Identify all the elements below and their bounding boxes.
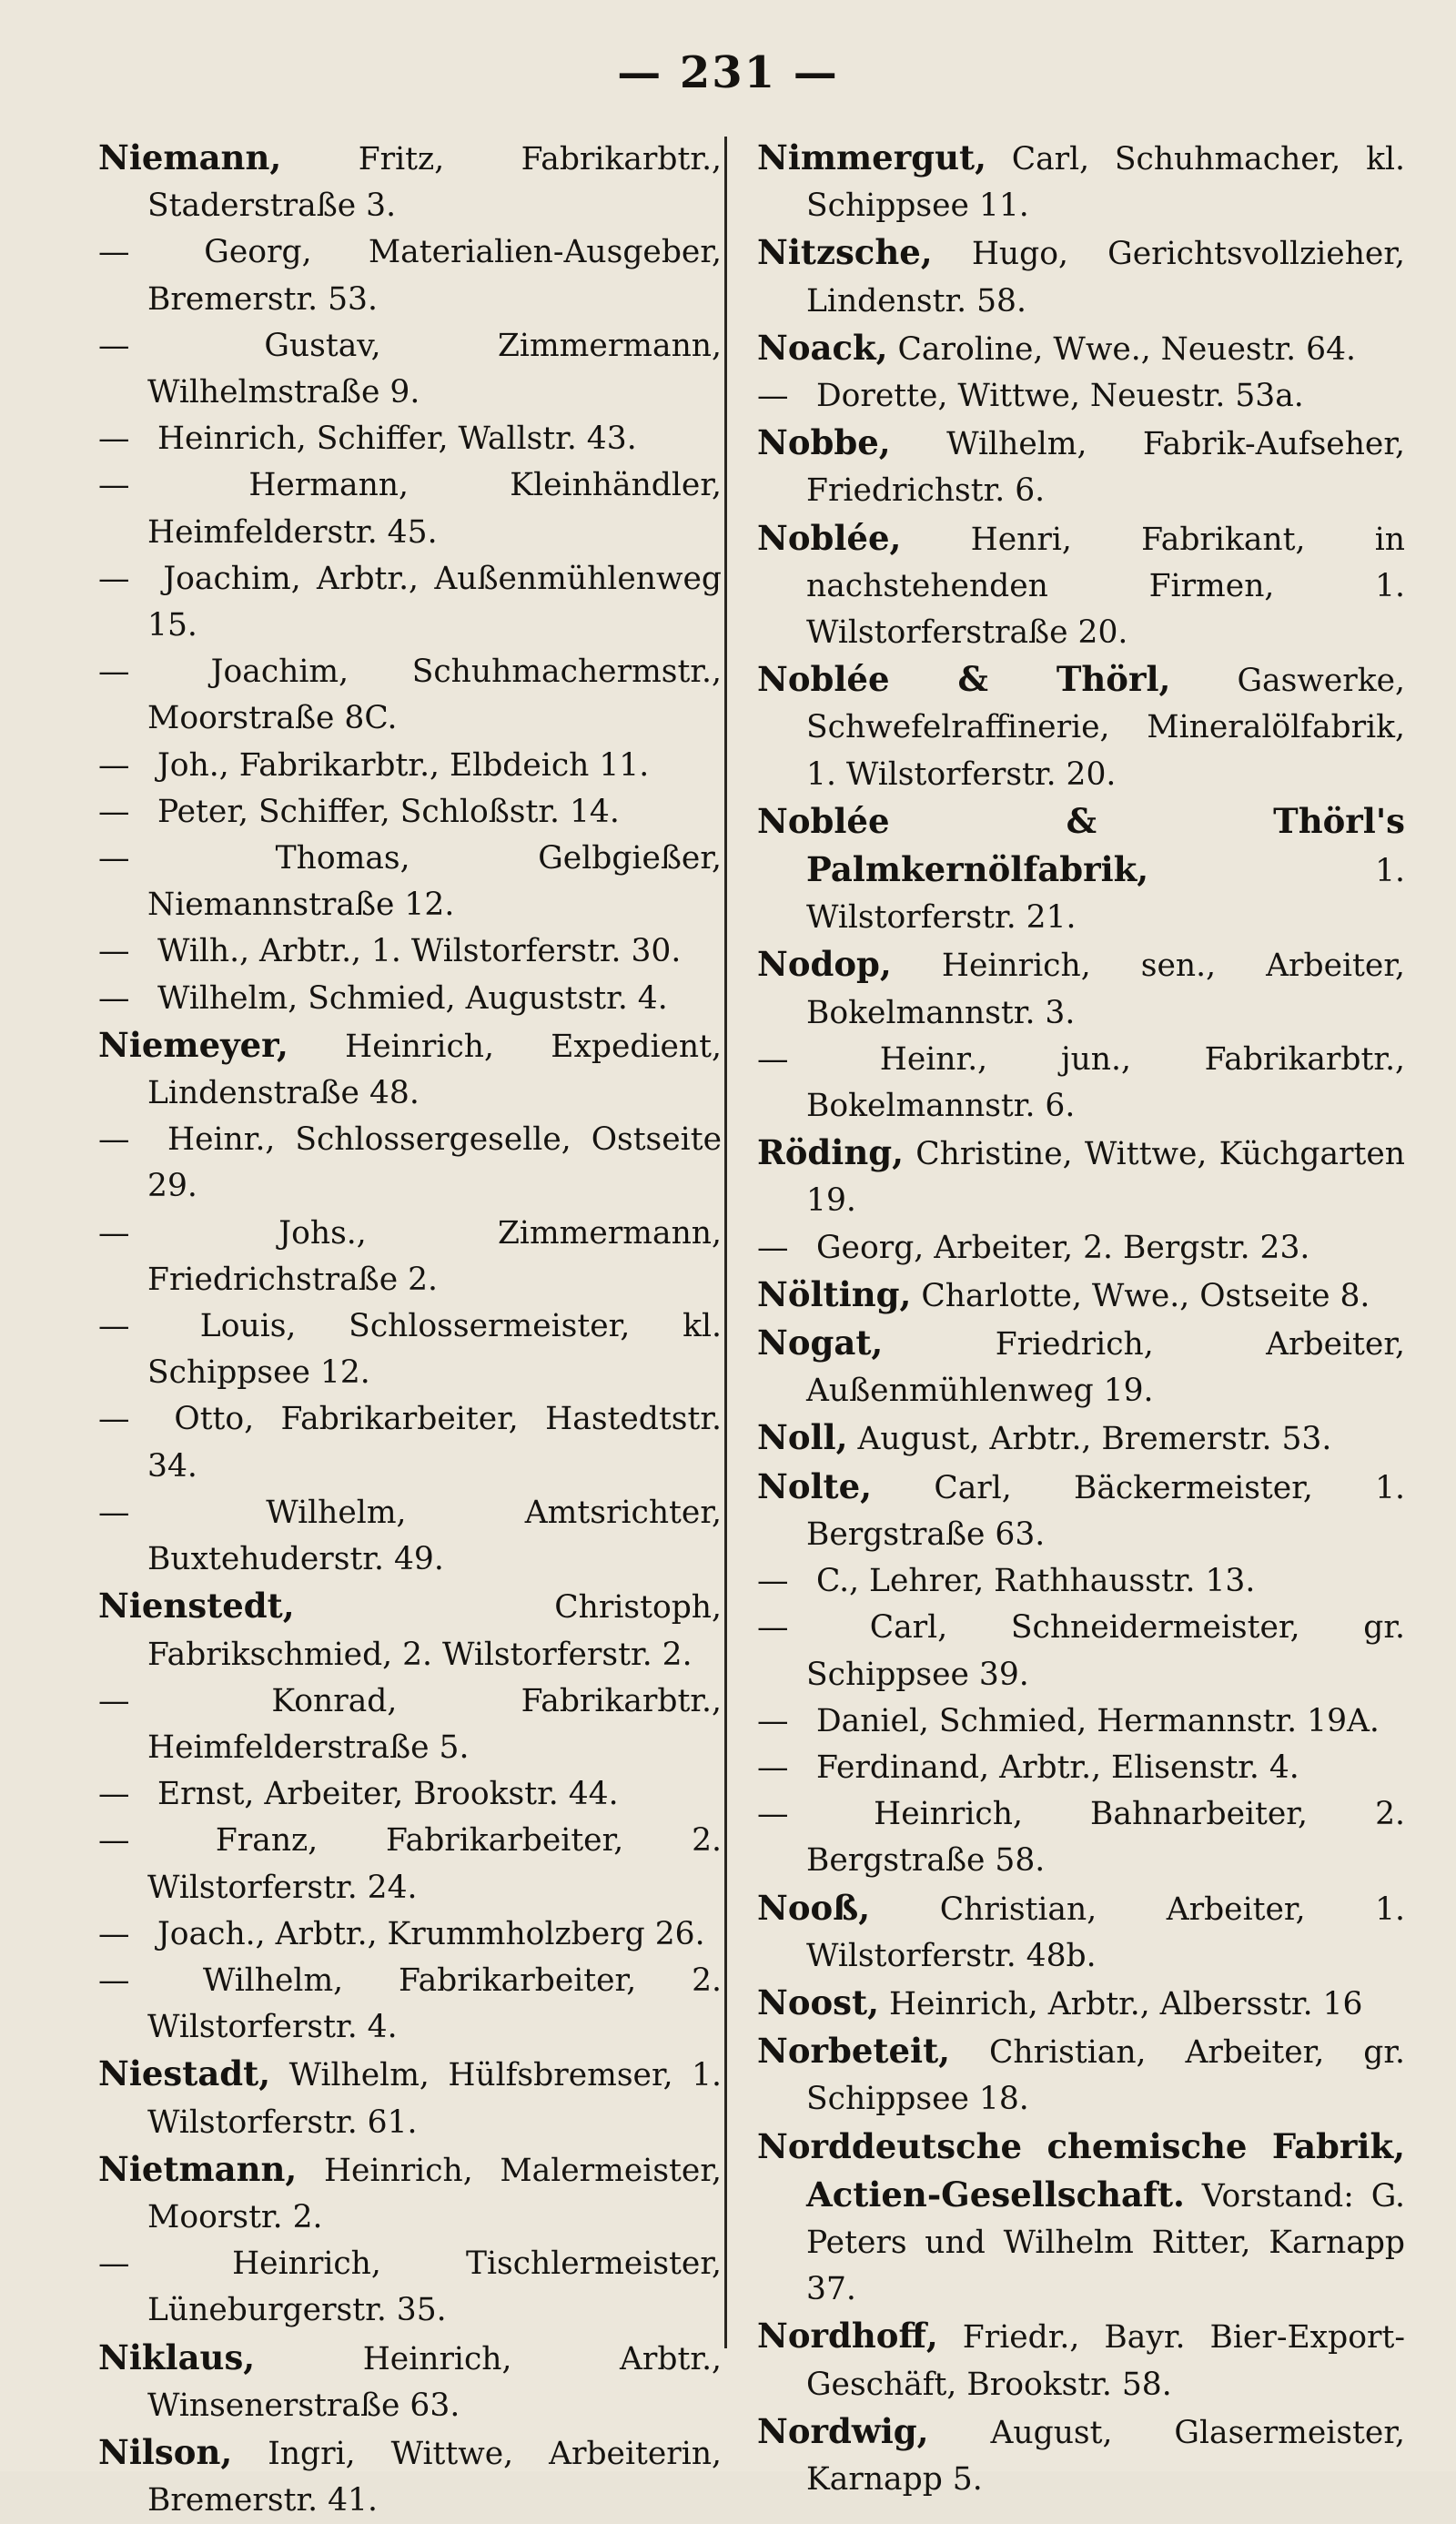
directory-entry [98, 462, 722, 555]
entry-details: Ferdinand, Arbtr., Elisenstr. 4. [815, 1749, 1299, 1786]
entry-dash: — [757, 378, 789, 415]
entry-dash: — [98, 654, 130, 691]
directory-entry [757, 2124, 1405, 2314]
directory-entry [98, 928, 722, 975]
entry-dash: — [98, 327, 130, 364]
directory-entry [757, 1320, 1405, 1414]
directory-entry [757, 229, 1405, 324]
entry-details: Hermann, Kleinhändler, Heimfelderstr. 45. [147, 467, 722, 551]
entry-details: Ingri, Wittwe, Arbeiterin, Bremerstr. 41. [147, 2435, 723, 2519]
entry-details: Carl, Schneidermeister, gr. Schippsee 39. [806, 1609, 1406, 1693]
directory-entry [757, 1464, 1405, 1558]
directory-entry [757, 1225, 1405, 1272]
directory-entry [98, 2051, 722, 2145]
entry-surname: Nimmergut, [757, 137, 986, 177]
entry-details: Joh., Fabrikarbtr., Elbdeich 11. [157, 746, 650, 784]
entry-details: Friedrich, Arbeiter, Außenmühlenweg 19. [806, 1326, 1405, 1410]
directory-entry [757, 1885, 1405, 1980]
directory-entry [98, 416, 722, 462]
entry-details: Vorstand: G. Peters und Wilhelm Ritter, Karnapp 37. [806, 2177, 1405, 2308]
entry-details: Joachim, Arbtr., Außenmühlenweg 15. [147, 560, 723, 644]
entry-details: Wilhelm, Hülfsbremser, 1. Wilstorferstr. 61. [147, 2057, 723, 2141]
entry-details: Heinrich, Arbtr., Winsenerstraße 63. [147, 2340, 722, 2424]
directory-entry [757, 1414, 1405, 1463]
directory-entry [98, 1211, 722, 1303]
entry-dash: — [757, 1040, 789, 1078]
entry-surname: Nooß, [757, 1887, 871, 1928]
entry-details: Heinr., jun., Fabrikarbtr., Bokelmannstr. 6. [806, 1040, 1406, 1125]
entry-details: Peter, Schiffer, Schloßstr. 14. [157, 793, 620, 830]
entry-details: Heinrich, Malermeister, Moorstr. 2. [147, 2152, 722, 2235]
entry-surname: Nietmann, [98, 2148, 298, 2189]
directory-entry [98, 1818, 722, 1911]
entry-details: Joach., Arbtr., Krummholzberg 26. [157, 1915, 705, 1952]
directory-entry [98, 1303, 722, 1396]
entry-details: Konrad, Fabrikarbtr., Heimfelderstraße 5. [147, 1682, 722, 1766]
entry-surname: Nienstedt, [98, 1586, 295, 1627]
entry-surname: Norbeteit, [757, 2031, 951, 2072]
entry-surname: Nölting, [757, 1273, 912, 1314]
entry-details: Thomas, Gelbgießer, Niemannstraße 12. [147, 840, 722, 924]
entry-details: Joachim, Schuhmachermstr., Moorstraße 8C. [147, 654, 722, 737]
entry-details: Gustav, Zimmermann, Wilhelmstraße 9. [147, 327, 722, 411]
entry-details: Carl, Bäckermeister, 1. Bergstraße 63. [806, 1469, 1406, 1553]
directory-entry [757, 1605, 1405, 1698]
directory-entry [98, 976, 722, 1022]
entry-dash: — [98, 1822, 130, 1860]
entry-surname: Norddeutsche chemische Fabrik, Actien-Gesellschaft. [757, 2125, 1405, 2215]
directory-entry [757, 1745, 1405, 1791]
directory-entry [757, 373, 1405, 420]
directory-entry [757, 135, 1405, 229]
entry-details: Otto, Fabrikarbeiter, Hastedtstr. 34. [147, 1401, 722, 1485]
entry-surname: Nobbe, [757, 422, 891, 463]
entry-details: Christian, Arbeiter, gr. Schippsee 18. [806, 2034, 1406, 2118]
entry-details: Charlotte, Wwe., Ostseite 8. [921, 1277, 1370, 1314]
column-divider [724, 137, 727, 2348]
directory-entry [98, 1771, 722, 1818]
entry-surname: Nodop, [757, 944, 892, 985]
entry-details: Caroline, Wwe., Neuestr. 64. [897, 330, 1356, 368]
directory-entry [98, 789, 722, 836]
entry-details: Wilhelm, Fabrikarbeiter, 2. Wilstorferstr. 4. [147, 1961, 722, 2046]
directory-entry [98, 1117, 722, 1210]
entry-surname: Noll, [757, 1417, 848, 1458]
entry-details: Wilhelm, Fabrik-Aufseher, Friedrichstr. 6. [806, 426, 1405, 510]
directory-entry [98, 743, 722, 789]
directory-entry [98, 1958, 722, 2051]
entry-dash: — [98, 234, 130, 271]
directory-entry [98, 1396, 722, 1489]
directory-entry [757, 2313, 1405, 2407]
entry-dash: — [98, 1308, 130, 1345]
directory-entry [757, 798, 1405, 942]
directory-entry [757, 941, 1405, 1036]
entry-details: Wilh., Arbtr., 1. Wilstorferstr. 30. [157, 933, 682, 970]
directory-entry [98, 2241, 722, 2334]
entry-dash: — [757, 1749, 789, 1786]
entry-details: Carl, Schuhmacher, kl. Schippsee 11. [806, 141, 1405, 225]
entry-details: Louis, Schlossermeister, kl. Schippsee 12. [147, 1308, 722, 1392]
entry-surname: Noblée & Thörl's Palmkernölfabrik, [757, 800, 1405, 890]
entry-surname: Niemeyer, [98, 1024, 288, 1065]
entry-surname: Noblée & Thörl, [757, 659, 1171, 700]
entry-details: Heinrich, Arbtr., Albersstr. 16 [888, 1985, 1363, 2022]
entry-dash: — [98, 840, 130, 877]
entry-dash: — [98, 1682, 130, 1719]
directory-entry [757, 420, 1405, 514]
entry-surname: Niklaus, [98, 2336, 256, 2377]
entry-dash: — [98, 979, 130, 1017]
directory-entry [757, 656, 1405, 798]
entry-dash: — [757, 1563, 789, 1600]
left-column [98, 135, 722, 2524]
directory-entry [98, 135, 722, 229]
entry-details: Heinrich, Schiffer, Wallstr. 43. [157, 421, 637, 458]
directory-entry [757, 2028, 1405, 2123]
entry-details: Dorette, Wittwe, Neuestr. 53a. [815, 378, 1304, 415]
entry-surname: Nolte, [757, 1465, 873, 1506]
entry-details: Franz, Fabrikarbeiter, 2. Wilstorferstr. 24. [147, 1822, 723, 1906]
directory-entry [98, 229, 722, 322]
entry-surname: Niemann, [98, 137, 282, 177]
directory-entry [757, 325, 1405, 373]
entry-details: Christian, Arbeiter, 1. Wilstorferstr. 48b. [806, 1890, 1406, 1974]
entry-details: Heinrich, Expedient, Lindenstraße 48. [147, 1028, 722, 1112]
entry-details: C., Lehrer, Rathhausstr. 13. [815, 1563, 1256, 1600]
entry-details: Wilhelm, Schmied, Auguststr. 4. [157, 979, 668, 1017]
entry-surname: Noack, [757, 327, 888, 368]
directory-entry [757, 1037, 1405, 1130]
entry-dash: — [98, 560, 130, 597]
directory-entry [98, 2335, 722, 2429]
directory-entry [757, 515, 1405, 657]
page-number: — 231 — [617, 47, 839, 98]
entry-dash: — [757, 1796, 789, 1833]
entry-surname: Nilson, [98, 2431, 233, 2472]
entry-details: Heinr., Schlossergeselle, Ostseite 29. [147, 1121, 722, 1205]
entry-details: Henri, Fabrikant, in nachstehenden Firmen, 1. Wilstorferstraße 20. [806, 521, 1405, 652]
entry-details: Fritz, Fabrikarbtr., Staderstraße 3. [147, 141, 722, 225]
entry-details: Gaswerke, Schwefelraffinerie, Mineralölfabrik, 1. Wilstorferstr. 20. [806, 663, 1406, 793]
entry-surname: Nitzsche, [757, 232, 933, 273]
directory-entry [757, 1698, 1405, 1745]
entry-surname: Niestadt, [98, 2053, 271, 2094]
entry-dash: — [98, 421, 130, 458]
directory-entry [98, 649, 722, 742]
directory-entry [98, 323, 722, 416]
entry-surname: Nogat, [757, 1323, 884, 1363]
entry-dash: — [98, 1401, 130, 1438]
entry-details: Heinrich, Tischlermeister, Lüneburgerstr. 35. [147, 2245, 722, 2329]
entry-surname: Noost, [757, 1982, 879, 2022]
entry-dash: — [98, 1961, 130, 1999]
directory-entry [98, 556, 722, 649]
entry-dash: — [98, 1121, 130, 1159]
entry-details: Heinrich, Bahnarbeiter, 2. Bergstraße 58. [806, 1796, 1406, 1880]
entry-details: Christine, Wittwe, Küchgarten 19. [806, 1136, 1406, 1220]
directory-entry [98, 1022, 722, 1117]
entry-surname: Röding, [757, 1132, 905, 1173]
entry-dash: — [98, 1214, 130, 1252]
entry-details: Georg, Arbeiter, 2. Bergstr. 23. [815, 1229, 1310, 1266]
entry-dash: — [98, 746, 130, 784]
directory-entry [98, 1583, 722, 1678]
entry-dash: — [98, 1494, 130, 1531]
directory-entry [98, 1678, 722, 1771]
directory-entry [757, 2408, 1405, 2503]
entry-details: Wilhelm, Amtsrichter, Buxtehuderstr. 49. [147, 1494, 722, 1578]
entry-dash: — [98, 793, 130, 830]
entry-dash: — [757, 1609, 789, 1647]
entry-dash: — [757, 1702, 789, 1739]
directory-entry [98, 1911, 722, 1958]
entry-dash: — [98, 1915, 130, 1952]
entry-dash: — [98, 467, 130, 504]
entry-details: August, Arbtr., Bremerstr. 53. [857, 1421, 1332, 1458]
entry-dash: — [98, 2245, 130, 2283]
entry-details: Georg, Materialien-Ausgeber, Bremerstr. 53. [147, 234, 722, 318]
directory-entry [98, 1490, 722, 1583]
right-column [757, 135, 1405, 2503]
entry-details: Friedr., Bayr. Bier-Export-Geschäft, Brookstr. 58. [806, 2319, 1406, 2403]
entry-dash: — [757, 1229, 789, 1266]
directory-entry [757, 1558, 1405, 1605]
entry-details: Daniel, Schmied, Hermannstr. 19A. [815, 1702, 1380, 1739]
directory-entry [98, 2429, 722, 2524]
directory-entry [757, 1980, 1405, 2028]
directory-entry [98, 836, 722, 928]
entry-details: August, Glasermeister, Karnapp 5. [806, 2414, 1405, 2498]
entry-dash: — [98, 1776, 130, 1813]
directory-entry [98, 2146, 722, 2241]
entry-surname: Nordhoff, [757, 2316, 938, 2357]
entry-details: Christoph, Fabrikschmied, 2. Wilstorferstr. 2. [147, 1589, 722, 1673]
entry-details: 1. Wilstorferstr. 21. [806, 853, 1405, 937]
directory-entry [757, 1791, 1405, 1884]
directory-entry [757, 1130, 1405, 1224]
entry-details: Hugo, Gerichtsvollzieher, Lindenstr. 58. [806, 236, 1406, 319]
directory-entry [757, 1272, 1405, 1320]
entry-surname: Nordwig, [757, 2410, 929, 2451]
entry-details: Ernst, Arbeiter, Brookstr. 44. [157, 1776, 619, 1813]
entry-details: Johs., Zimmermann, Friedrichstraße 2. [147, 1214, 722, 1298]
entry-dash: — [98, 933, 130, 970]
entry-details: Heinrich, sen., Arbeiter, Bokelmannstr. 3. [806, 948, 1405, 1031]
entry-surname: Noblée, [757, 517, 902, 558]
